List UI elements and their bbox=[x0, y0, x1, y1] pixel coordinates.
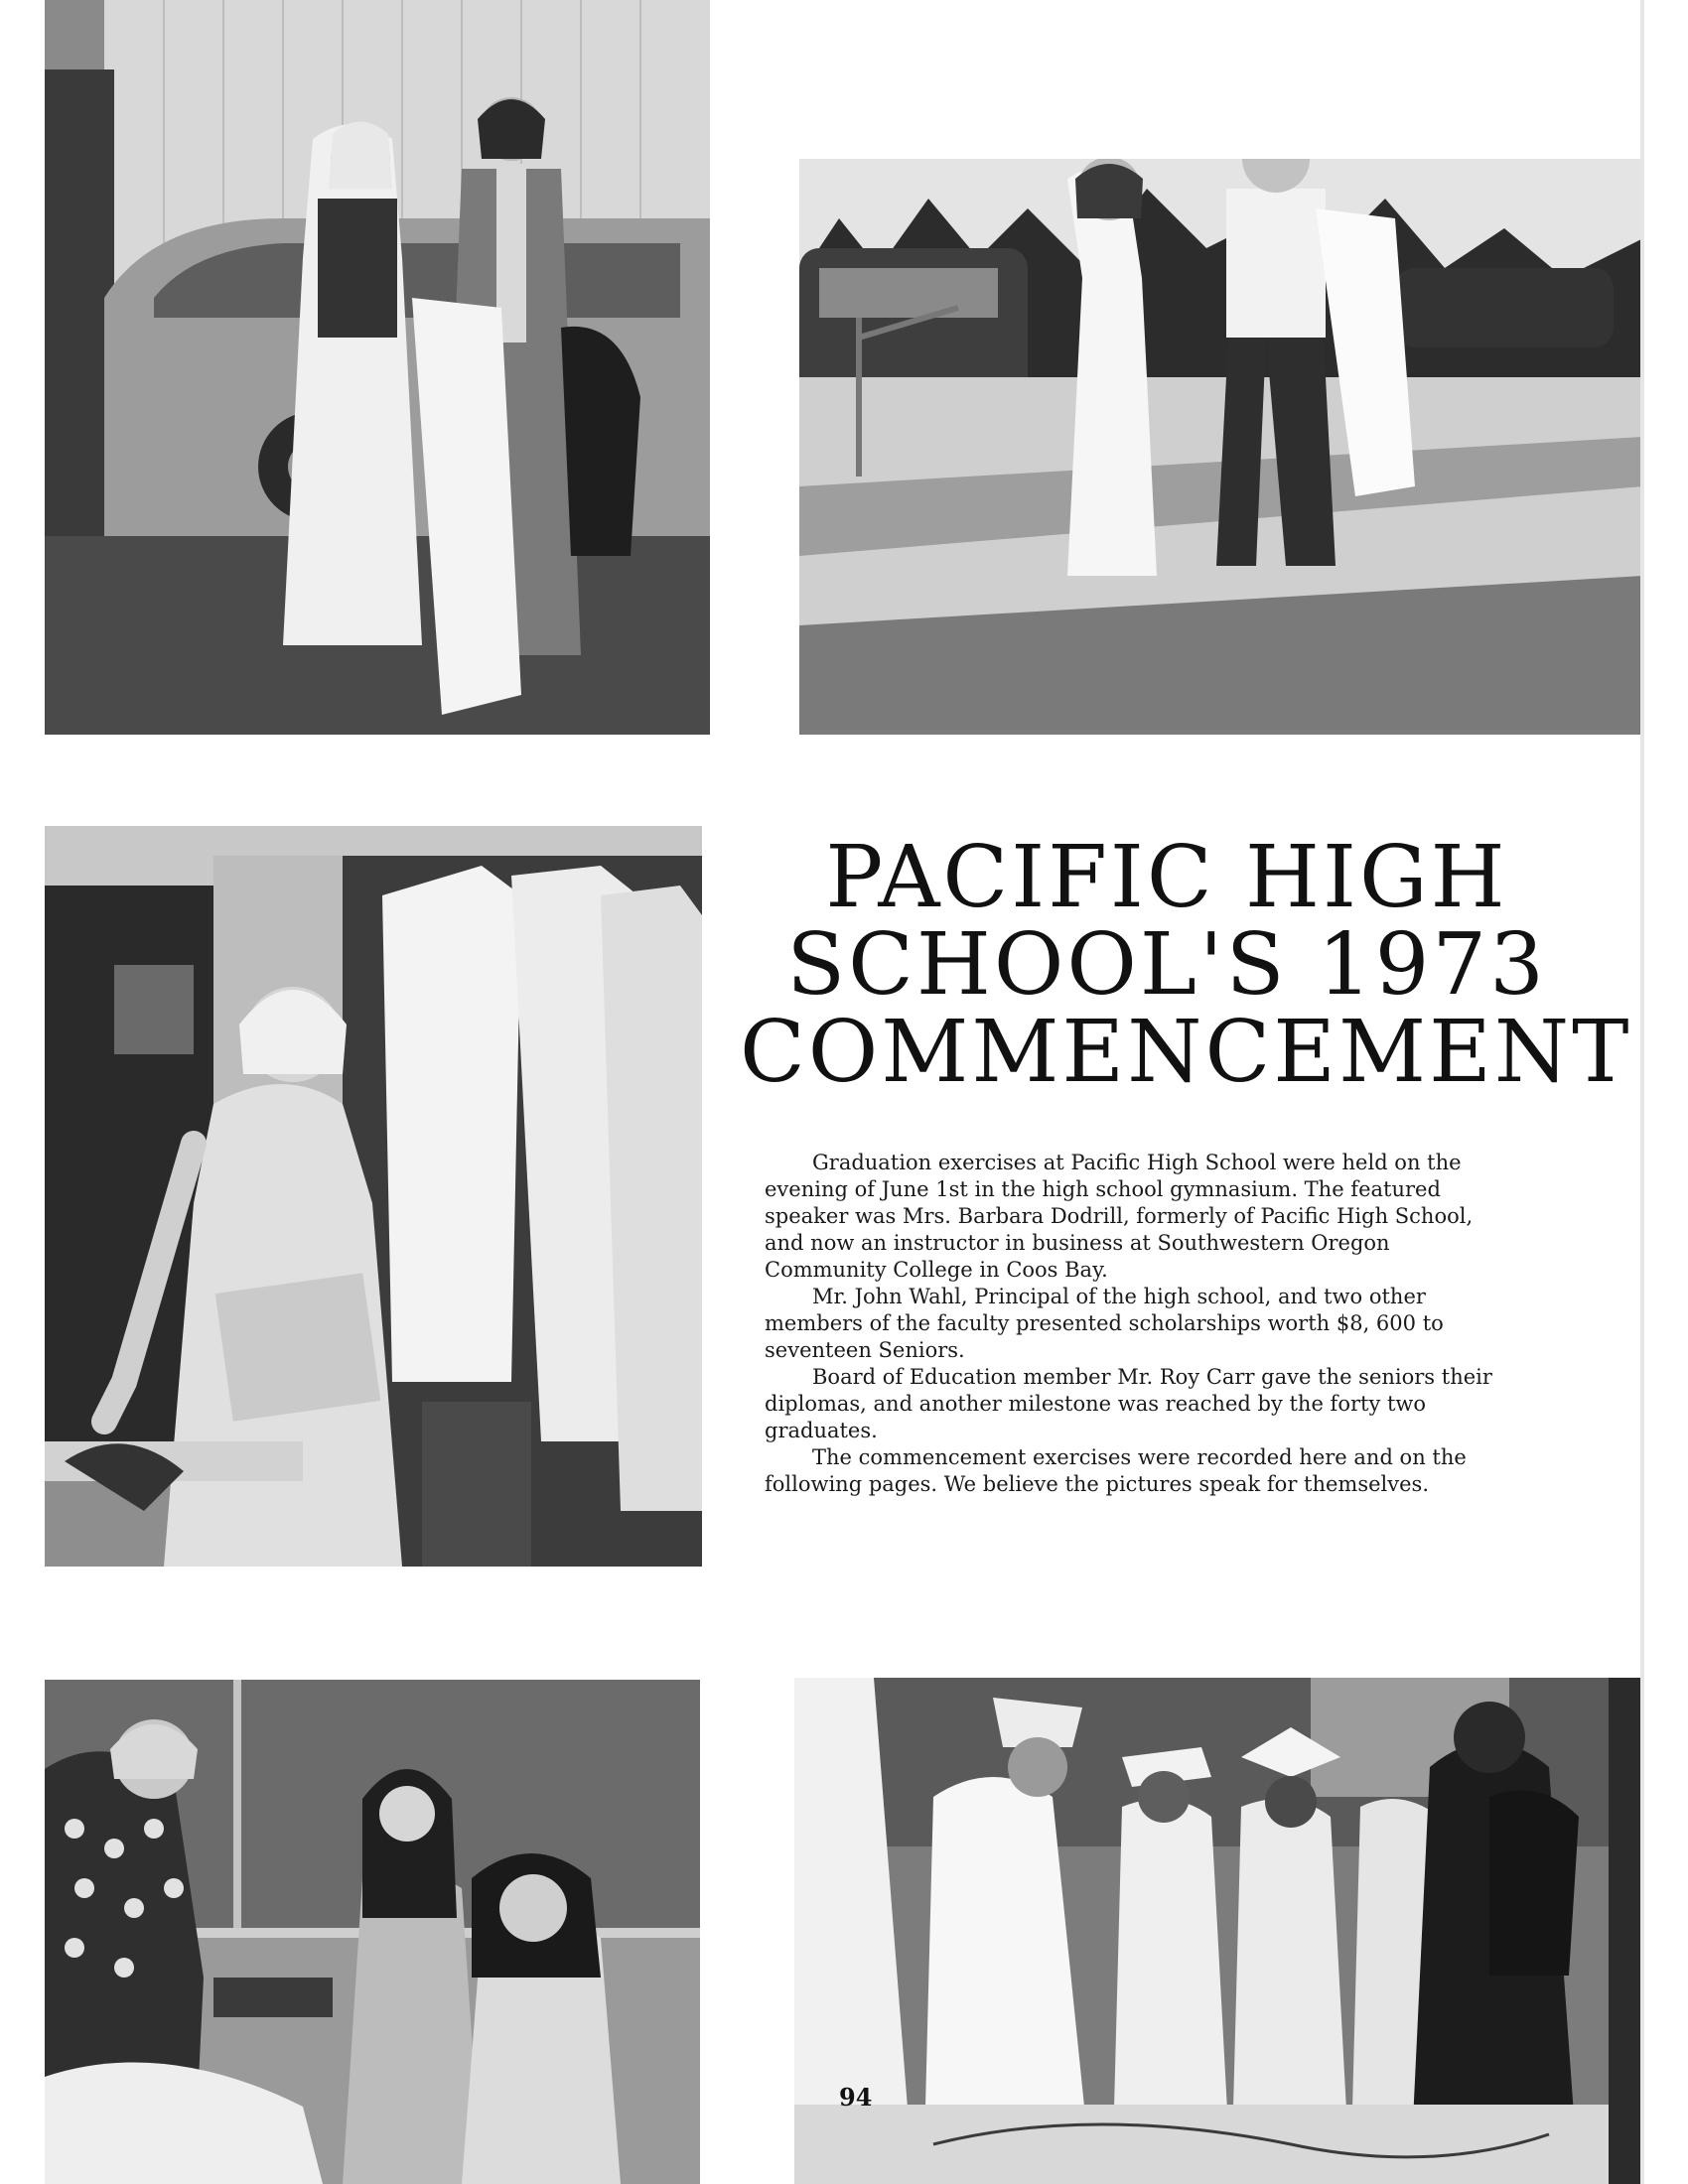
photo-students-classroom bbox=[45, 1680, 700, 2184]
paragraph: The commencement exercises were recorded here and on the following pages. We believe the pictures speak for themselves. bbox=[765, 1445, 1467, 1496]
paragraph: Board of Education member Mr. Roy Carr gave the seniors their diplomas, and another milestone was reached by the forty two graduates. bbox=[765, 1365, 1492, 1442]
photo-couple-by-car bbox=[45, 0, 710, 735]
page-edge bbox=[1640, 0, 1644, 2184]
page-title bbox=[740, 828, 1632, 1102]
paragraph: Graduation exercises at Pacific High School were held on the evening of June 1st in the high school gymnasium. The featured speaker was Mrs. Barbara Dodrill, formerly of Pacific High School, and now an instructor in business at Southwestern Oregon Community College in Coos Bay. bbox=[765, 1151, 1474, 1282]
title-line: SCHOOL'S 1973 bbox=[786, 915, 1547, 1015]
photo-graduates-in-gowns bbox=[794, 1678, 1643, 2184]
article-body bbox=[765, 1150, 1499, 1498]
title-line: PACIFIC HIGH bbox=[825, 828, 1508, 927]
page-number: 94 bbox=[839, 2083, 873, 2112]
photo-couple-walking bbox=[799, 159, 1643, 735]
paragraph: Mr. John Wahl, Principal of the high school, and two other members of the faculty presented scholarships worth $8, 600 to seventeen Seniors. bbox=[765, 1285, 1444, 1362]
title-line: COMMENCEMENT bbox=[740, 1003, 1632, 1102]
photo-student-with-gowns bbox=[45, 826, 702, 1567]
